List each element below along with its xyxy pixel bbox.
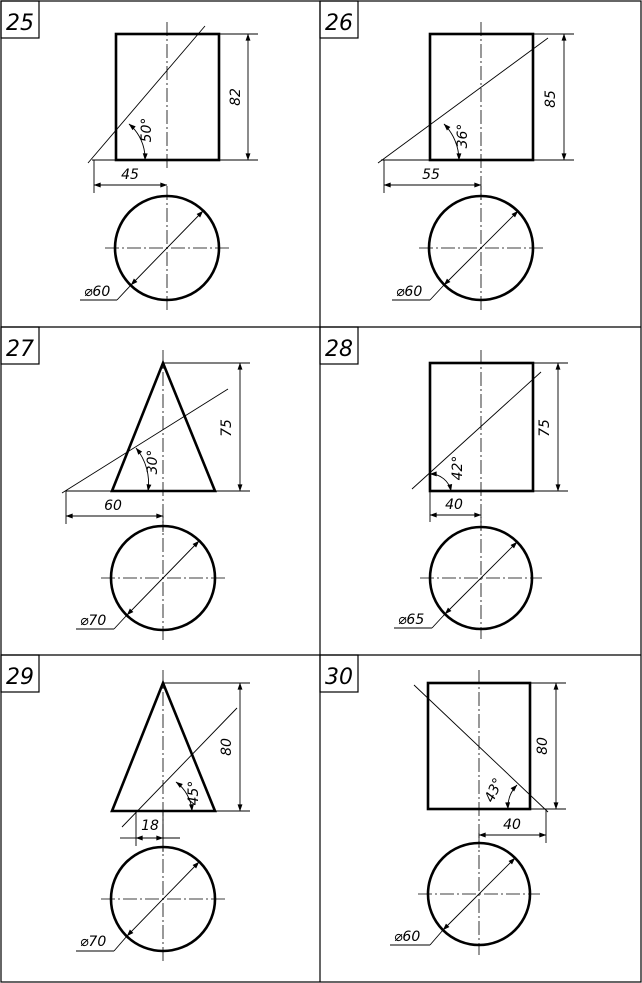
diameter-label: ⌀60 [84, 284, 111, 300]
top-view-circle [76, 837, 225, 961]
problem-30 [320, 655, 566, 955]
distance-label: 60 [104, 498, 122, 514]
cutting-plane [62, 389, 228, 493]
angle-label: 30° [145, 449, 161, 475]
front-view-cylinder [414, 670, 548, 848]
problem-number: 28 [325, 337, 353, 362]
problem-26 [320, 1, 574, 310]
problem-25 [1, 1, 258, 310]
problem-number: 27 [6, 337, 34, 362]
height-label: 80 [219, 738, 235, 756]
problem-number: 25 [6, 11, 34, 36]
angle-dimension [444, 124, 471, 160]
angle-dimension [482, 776, 517, 809]
angle-dimension [430, 456, 466, 491]
distance-dimension [479, 809, 546, 843]
angle-label: 43° [481, 775, 507, 805]
problem-28 [320, 327, 568, 639]
height-dimension [530, 683, 566, 809]
diameter-label: ⌀70 [80, 934, 107, 950]
cutting-plane [412, 372, 541, 489]
top-view-circle [394, 517, 542, 639]
distance-label: 40 [503, 817, 521, 833]
height-label: 75 [219, 419, 235, 437]
distance-dimension [66, 491, 163, 524]
top-view-circle [392, 186, 543, 310]
distance-label: 55 [422, 167, 440, 183]
distance-dimension [430, 491, 481, 522]
front-view-cone [112, 670, 237, 852]
height-label: 80 [535, 737, 551, 755]
distance-label: 18 [141, 818, 159, 834]
problem-number: 30 [325, 665, 353, 690]
angle-label: 45° [186, 780, 202, 806]
angle-dimension [136, 448, 161, 491]
angle-label: 42° [450, 455, 466, 481]
diameter-label: ⌀60 [394, 929, 421, 945]
height-dimension [533, 34, 574, 160]
problem-number: 29 [6, 665, 34, 690]
angle-dimension [176, 781, 202, 811]
angle-label: 36° [455, 123, 471, 149]
problem-29 [1, 655, 250, 961]
distance-label: 45 [121, 167, 139, 183]
cutting-plane [414, 685, 548, 812]
top-view-circle [390, 833, 540, 955]
height-dimension [533, 363, 568, 491]
diameter-label: ⌀60 [396, 284, 423, 300]
distance-dimension [384, 160, 481, 193]
distance-dimension [94, 160, 167, 193]
top-view-circle [80, 186, 229, 310]
front-view-cone [62, 350, 228, 532]
height-label: 82 [228, 88, 244, 106]
front-view-cylinder [88, 22, 219, 170]
angle-dimension [129, 118, 155, 160]
angle-label: 50° [139, 117, 155, 143]
distance-label: 40 [445, 497, 463, 513]
problem-number: 26 [325, 11, 353, 36]
front-view-cylinder [378, 22, 548, 200]
height-label: 85 [543, 90, 559, 108]
height-label: 75 [537, 419, 553, 437]
distance-dimension [120, 811, 180, 846]
front-view-cylinder [412, 350, 541, 530]
problem-27 [1, 327, 250, 640]
diameter-label: ⌀65 [398, 612, 425, 628]
top-view-circle [76, 516, 225, 640]
diameter-label: ⌀70 [80, 613, 107, 629]
height-dimension [219, 34, 258, 160]
